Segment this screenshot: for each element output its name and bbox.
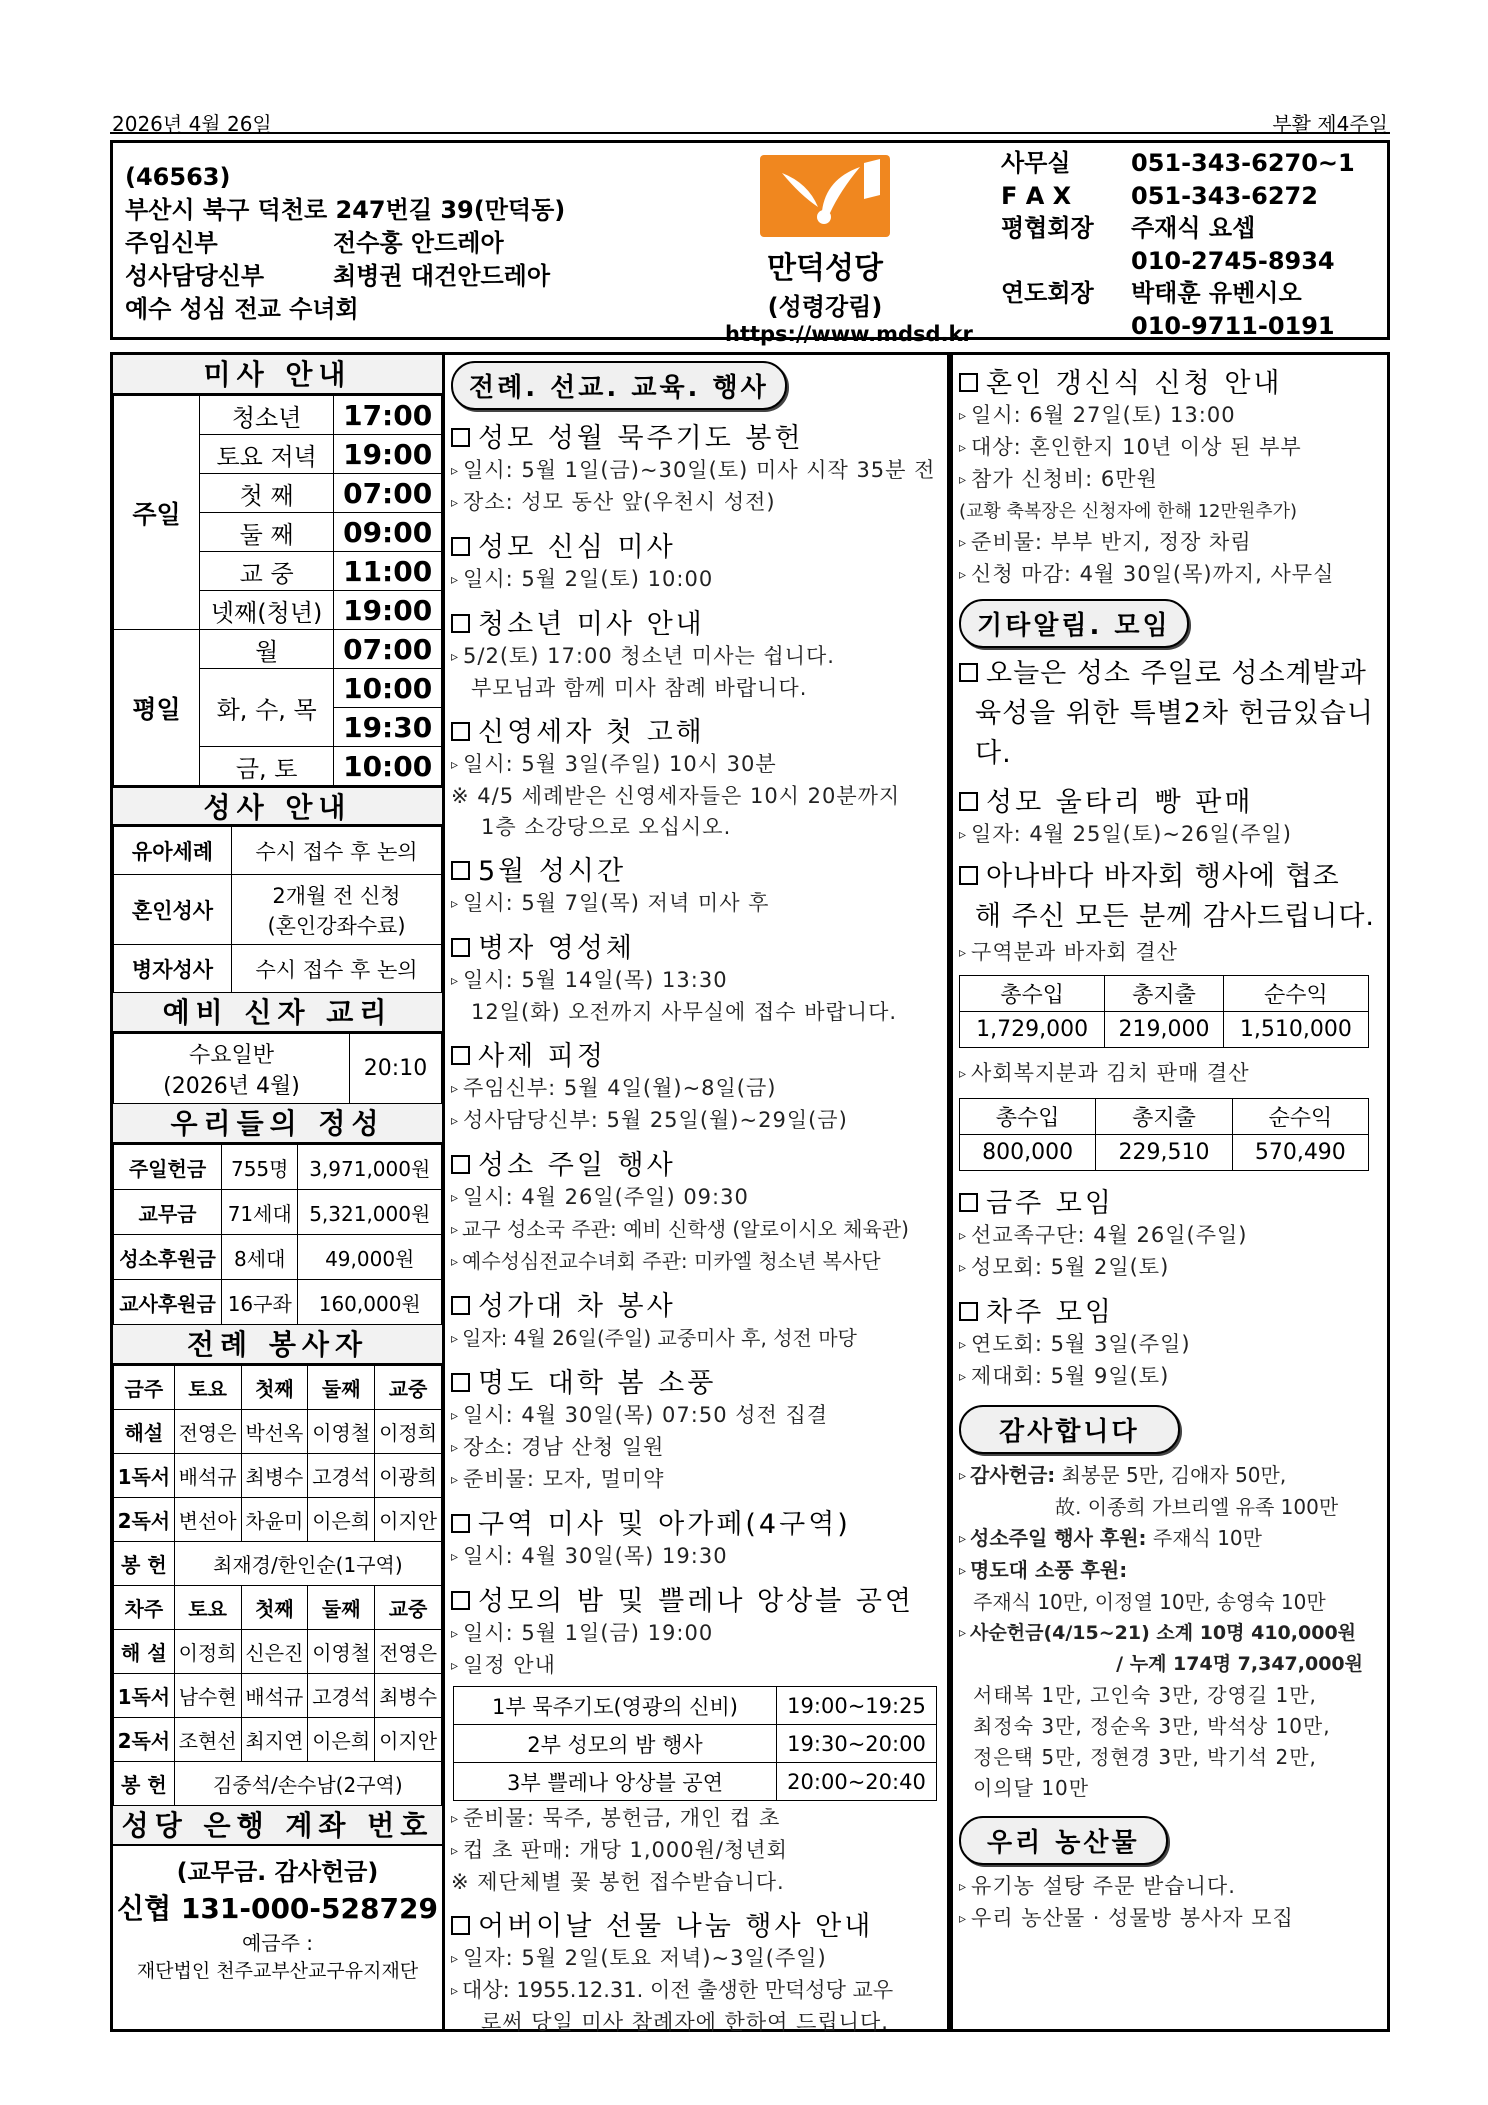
sacrament-desc: 2개월 전 신청 [272,883,401,908]
address-block [125,161,565,326]
checkbox-icon [959,1302,978,1321]
schedule-name: 2부 성모의 밤 행사 [454,1725,777,1763]
schedule-table [453,1686,937,1801]
vol-cell: 신은진 [241,1630,308,1674]
notice-note: ※ 제단체별 꽃 봉헌 접수받습니다. [451,1870,785,1894]
priest-name: 전수홍 안드레아 [333,229,504,257]
vicar-label: 성사담당신부 [125,262,265,290]
checkbox-icon [959,792,978,811]
money-cell: 1,729,000 [960,1012,1105,1048]
notice-line: ▹ 주임신부: 5월 4일(월)~8일(금) [451,1076,777,1100]
money-header: 총수입 [960,976,1105,1012]
vol-cell: 이은희 [308,1498,375,1542]
notice-heading: 사제 피정 [451,1034,939,1073]
triangle-icon: ▹ [451,1331,459,1347]
mass-name: 토요 저녁 [200,435,334,474]
bank-holder: 재단법인 천주교부산교구유지재단 [136,1960,419,1982]
triangle-icon: ▹ [959,827,968,843]
offering-amount: 160,000원 [298,1280,442,1325]
checkbox-icon [959,866,978,885]
triangle-icon: ▹ [959,408,968,424]
right-column [950,352,1390,2032]
triangle-icon: ▹ [451,1983,459,1999]
checkbox-icon [451,1916,470,1935]
notice-line: ▹ 일시: 4월 26일(주일) 09:30 [451,1185,749,1209]
mass-name: 금, 토 [200,747,334,786]
office-phone: 051-343-6270~1 [1131,149,1355,177]
vol-cell: 이지안 [375,1718,442,1762]
notice-heading: 오늘은 성소 주일로 성소계발과 [959,654,1379,694]
mass-time: 10:00 [334,747,442,786]
offering-name: 교무금 [114,1190,222,1235]
zip-code: (46563) [125,163,231,191]
triangle-icon: ▹ [959,1563,967,1579]
notice-line: ▹ 컵 초 판매: 개당 1,000원/청년회 [451,1838,788,1862]
offering-count: 755명 [222,1145,298,1190]
notice-line: ▹ 일자: 4월 26일(주일) 교중미사 후, 성전 마당 [451,1326,857,1350]
triangle-icon: ▹ [451,757,460,773]
thanks-line: 이의달 10만 [973,1776,1090,1800]
thanks-line: 서태복 1만, 고인숙 3만, 강영길 1만, [973,1683,1317,1707]
notice-line: ▹ 일자: 5월 2일(토요 저녁)~3일(주일) [451,1946,827,1970]
thanks-line: 故. 이종희 가브리엘 유족 100만 [1055,1495,1339,1519]
section-pill: 기타알림. 모임 [959,599,1189,648]
sacraments-title: 성사 안내 [113,786,442,826]
thanks-line: 정은택 5만, 정현경 3만, 박기석 2만, [973,1745,1317,1769]
funeral-president: 박태훈 유벤시오 [1131,279,1302,307]
notice-line: ▹ 일시: 5월 7일(목) 저녁 미사 후 [451,891,770,915]
sacrament-name: 유아세례 [114,827,232,875]
contact-label: 평협회장 [1001,214,1094,242]
notice-line: ▹ 우리 농산물 · 성물방 봉사자 모집 [959,1906,1294,1930]
triangle-icon: ▹ [451,1658,460,1674]
triangle-icon: ▹ [959,1066,968,1082]
triangle-icon: ▹ [959,1531,967,1547]
vol-cell: 전영은 [375,1630,442,1674]
checkbox-icon [451,614,470,633]
offering-name: 성소후원금 [114,1235,222,1280]
catechism-title: 예비 신자 교리 [113,993,442,1033]
notice-heading: 구역 미사 및 아가페(4구역) [451,1502,939,1541]
notice-heading: 혼인 갱신식 신청 안내 [959,361,1379,400]
triangle-icon: ▹ [959,945,968,961]
notice-heading-cont: 육성을 위한 특별2차 헌금있습니다. [975,698,1374,769]
notice-line: ▹ 장소: 경남 산청 일원 [451,1435,665,1459]
mass-name: 넷째(청년) [200,591,334,630]
sacraments-table [113,826,442,993]
notice-heading: 성가대 차 봉사 [451,1284,939,1323]
notice-line: ▹ 5/2(토) 17:00 청소년 미사는 쉽니다. [451,644,835,668]
mass-title: 미사 안내 [113,355,442,395]
catechism-time: 20:10 [350,1034,442,1104]
notice-line: ▹ 장소: 성모 동산 앞(우천시 성전) [451,490,776,514]
sacrament-desc: 수시 접수 후 논의 [232,945,442,993]
notice-line: ▹ 일정 안내 [451,1653,556,1677]
notice-heading: 성모의 밤 및 쁠레나 앙상블 공연 [451,1579,939,1618]
offering-amount: 5,321,000원 [298,1190,442,1235]
triangle-icon: ▹ [959,1911,968,1927]
parish-logo [725,155,973,346]
notice-line: ▹ 예수성심전교수녀회 주관: 미카엘 청소년 복사단 [451,1249,881,1273]
vol-cell: 최병수 [375,1674,442,1718]
checkbox-icon [959,663,978,682]
middle-column [445,352,950,2032]
mass-time: 19:00 [334,435,442,474]
catechism-table [113,1033,442,1104]
notice-heading: 성모 울타리 빵 판매 [959,780,1379,819]
council-president: 주재식 요셉 [1131,214,1256,242]
offering-amount: 49,000원 [298,1235,442,1280]
funeral-phone: 010-9711-0191 [1131,311,1335,340]
vol-header: 둘째 [308,1586,375,1630]
notice-heading: 성소 주일 행사 [451,1143,939,1182]
triangle-icon: ▹ [959,440,968,456]
schedule-name: 3부 쁠레나 앙상블 공연 [454,1763,777,1801]
triangle-icon: ▹ [959,1625,967,1641]
bank-purpose: (교무금. 감사헌금) [176,1858,379,1886]
schedule-time: 19:00~19:25 [777,1687,937,1725]
kimchi-table [959,1098,1369,1171]
notice-heading: 5월 성시간 [451,849,939,888]
vol-cell: 고경석 [308,1454,375,1498]
triangle-icon: ▹ [959,1879,968,1895]
mass-time: 17:00 [334,396,442,435]
vol-cell: 배석규 [174,1454,241,1498]
notice-heading: 명도 대학 봄 소풍 [451,1361,939,1400]
mass-name: 월 [200,630,334,669]
notice-heading: 청소년 미사 안내 [451,602,939,641]
bazaar-table [959,975,1369,1048]
notice-line: ▹ 일시: 5월 14일(목) 13:30 [451,968,728,992]
triangle-icon: ▹ [451,1951,460,1967]
mass-time: 19:30 [334,708,442,747]
parish-name: 만덕성당 [767,251,883,286]
vol-role: 2독서 [114,1718,175,1762]
notice-line: ▹ 준비물: 부부 반지, 정장 차림 [959,530,1252,554]
vol-cell: 남수현 [174,1674,241,1718]
checkbox-icon [451,537,470,556]
sacrament-name: 병자성사 [114,945,232,993]
vol-cell: 변선아 [174,1498,241,1542]
offerings-table [113,1144,442,1325]
notice-heading: 성모 신심 미사 [451,525,939,564]
triangle-icon: ▹ [451,1190,460,1206]
vol-cell: 이정희 [375,1410,442,1454]
notice-heading: 신영세자 첫 고해 [451,710,939,749]
triangle-icon: ▹ [959,1468,967,1484]
offering-amount: 3,971,000원 [298,1145,442,1190]
vol-role: 1독서 [114,1454,175,1498]
mass-time: 07:00 [334,474,442,513]
thanks-line: ▹ 성소주일 행사 후원: 주재식 10만 [959,1526,1262,1550]
checkbox-icon [451,1046,470,1065]
triangle-icon: ▹ [451,572,460,588]
money-header: 총지출 [1096,1099,1232,1135]
sisters: 예수 성심 전교 수녀회 [125,295,359,323]
vol-header: 둘째 [308,1366,375,1410]
vicar-name: 최병권 대건안드레아 [333,262,551,290]
vol-cell: 차윤미 [241,1498,308,1542]
notice-line: ▹ 일시: 4월 30일(목) 19:30 [451,1544,728,1568]
notice-line: ▹ 준비물: 모자, 멀미약 [451,1467,665,1491]
mass-name: 둘 째 [200,513,334,552]
notice-line: 로써 당일 미사 참례자에 한하여 드립니다. [481,2010,889,2034]
fax-number: 051-343-6272 [1131,181,1318,210]
notice-line: 부모님과 함께 미사 참례 바랍니다. [471,676,808,700]
mass-name: 교 중 [200,552,334,591]
sacrament-name: 혼인성사 [114,875,232,945]
notice-heading-cont: 해 주신 모든 분께 감사드립니다. [975,901,1375,932]
notice-line: ▹ 신청 마감: 4월 30일(목)까지, 사무실 [959,562,1335,586]
schedule-time: 19:30~20:00 [777,1725,937,1763]
vol-cell: 이은희 [308,1718,375,1762]
section-pill: 전례. 선교. 교육. 행사 [451,361,787,410]
notice-heading: 차주 모임 [959,1290,1379,1329]
notice-line: ▹ 성사담당신부: 5월 25일(월)~29일(금) [451,1108,848,1132]
vol-cell: 이영철 [308,1410,375,1454]
parish-url[interactable]: https://www.mdsd.kr [725,322,973,346]
bank-account: 신협 131-000-528729 [117,1892,438,1925]
checkbox-icon [451,938,470,957]
triangle-icon: ▹ [451,463,460,479]
thanks-line: ▹ 사순헌금(4/15~21) 소계 10명 410,000원 [959,1622,1357,1644]
sacrament-desc: 수시 접수 후 논의 [232,827,442,875]
contact-label: 연도회장 [1001,279,1094,307]
notice-line: ▹ 일시: 5월 3일(주일) 10시 30분 [451,752,777,776]
offering-name: 교사후원금 [114,1280,222,1325]
header-box [110,140,1390,346]
bank-title: 성당 은행 계좌 번호 [113,1806,442,1846]
checkbox-icon [451,1155,470,1174]
triangle-icon: ▹ [451,1222,459,1238]
notice-line: ▹ 일시: 5월 1일(금) 19:00 [451,1621,714,1645]
vol-header: 토요 [174,1586,241,1630]
money-header: 총지출 [1105,976,1223,1012]
vol-cell: 박선옥 [241,1410,308,1454]
notice-line: ▹ 사회복지분과 김치 판매 결산 [959,1061,1250,1085]
checkbox-icon [451,722,470,741]
section-pill: 우리 농산물 [959,1816,1168,1865]
sunday-label: 주일 [114,396,200,630]
middle-column-inner [445,355,950,2034]
thanks-line: 최정숙 3만, 정순옥 3만, 박석상 10만, [973,1714,1331,1738]
offering-count: 71세대 [222,1190,298,1235]
triangle-icon: ▹ [451,1843,460,1859]
offering-count: 8세대 [222,1235,298,1280]
mass-time: 09:00 [334,513,442,552]
vol-role: 해 설 [114,1630,175,1674]
notice-note: (교황 축복장은 신청자에 한해 12만원추가) [959,501,1298,522]
money-cell: 570,490 [1232,1135,1368,1171]
notice-line: 1층 소강당으로 오십시오. [481,815,732,839]
checkbox-icon [451,861,470,880]
notice-heading: 아나바다 바자회 행사에 협조 [959,857,1379,897]
triangle-icon: ▹ [959,472,968,488]
notice-note: ※ 4/5 세례받은 신영세자들은 10시 20분까지 [451,784,901,808]
mass-time: 10:00 [334,669,442,708]
triangle-icon: ▹ [451,1254,459,1270]
vol-header: 교중 [375,1366,442,1410]
triangle-icon: ▹ [451,973,460,989]
notice-line: ▹ 성모회: 5월 2일(토) [959,1255,1170,1279]
bank-info [113,1846,442,1983]
priest-label: 주임신부 [125,229,218,257]
volunteers-table [113,1365,442,1806]
notice-heading: 성모 성월 묵주기도 봉헌 [451,416,939,455]
contact-block [1001,147,1355,342]
catechism-period: (2026년 4월) [163,1073,300,1099]
vol-cell: 배석규 [241,1674,308,1718]
bulletin-date: 2026년 4월 26일 [112,112,272,136]
thanks-line: / 누계 174명 7,347,000원 [1116,1653,1363,1675]
triangle-icon: ▹ [451,1113,460,1129]
vol-header: 첫째 [241,1586,308,1630]
vol-cell: 고경석 [308,1674,375,1718]
catechism-day: 수요일반 [188,1042,274,1068]
money-cell: 219,000 [1105,1012,1223,1048]
parish-subtitle: (성령강림) [767,293,883,321]
vol-cell: 전영은 [174,1410,241,1454]
notice-line: ▹ 일시: 5월 2일(토) 10:00 [451,567,714,591]
vol-role: 해설 [114,1410,175,1454]
money-cell: 1,510,000 [1223,1012,1368,1048]
triangle-icon: ▹ [451,1811,460,1827]
triangle-icon: ▹ [959,567,968,583]
weekday-label: 평일 [114,630,200,786]
vol-cell: 최지연 [241,1718,308,1762]
notice-line: ▹ 참가 신청비: 6만원 [959,467,1158,491]
vol-header: 차주 [114,1586,175,1630]
vol-role: 봉 헌 [114,1542,175,1586]
mass-time: 11:00 [334,552,442,591]
notice-line: ▹ 대상: 혼인한지 10년 이상 된 부부 [959,435,1302,459]
bank-holder-label: 예금주 : [241,1931,314,1955]
checkbox-icon [451,1591,470,1610]
vol-cell: 이광희 [375,1454,442,1498]
notice-heading: 병자 영성체 [451,926,939,965]
checkbox-icon [451,1296,470,1315]
triangle-icon: ▹ [959,1228,968,1244]
vol-header: 토요 [174,1366,241,1410]
schedule-name: 1부 묵주기도(영광의 신비) [454,1687,777,1725]
vol-header: 금주 [114,1366,175,1410]
triangle-icon: ▹ [451,495,460,511]
thanks-block [959,1460,1379,1804]
notice-heading: 금주 모임 [959,1181,1379,1220]
mass-name: 청소년 [200,396,334,435]
triangle-icon: ▹ [959,1337,968,1353]
triangle-icon: ▹ [451,1440,460,1456]
checkbox-icon [451,1514,470,1533]
mass-name: 첫 째 [200,474,334,513]
vol-cell: 이영철 [308,1630,375,1674]
notice-line: ▹ 일자: 4월 25일(토)~26일(주일) [959,822,1292,846]
notice-line: 12일(화) 오전까지 사무실에 접수 바랍니다. [471,1000,898,1024]
address: 부산시 북구 덕천로 247번길 39(만덕동) [125,196,566,224]
thanks-line: ▹ 명도대 소풍 후원: [959,1558,1128,1582]
triangle-icon: ▹ [959,535,968,551]
vol-header: 교중 [375,1586,442,1630]
notice-line: ▹ 일시: 5월 1일(금)~30일(토) 미사 시작 35분 전 [451,458,936,482]
vol-role: 2독서 [114,1498,175,1542]
notice-heading: 어버이날 선물 나눔 행사 안내 [451,1904,939,1943]
section-pill: 감사합니다 [959,1405,1180,1454]
thanks-line: 주재식 10만, 이정열 10만, 송영숙 10만 [973,1590,1326,1614]
triangle-icon: ▹ [959,1369,968,1385]
top-line [110,108,1390,134]
triangle-icon: ▹ [451,649,460,665]
triangle-icon: ▹ [451,1626,460,1642]
triangle-icon: ▹ [451,1549,460,1565]
vol-cell: 조현선 [174,1718,241,1762]
vol-role: 1독서 [114,1674,175,1718]
triangle-icon: ▹ [451,1081,460,1097]
sacrament-desc-note: (혼인강좌수료) [267,913,406,938]
triangle-icon: ▹ [451,896,460,912]
notice-line: ▹ 준비물: 묵주, 봉헌금, 개인 컵 초 [451,1806,781,1830]
vol-cell: 이정희 [174,1630,241,1674]
liturgical-week: 부활 제4주일 [1272,112,1388,136]
triangle-icon: ▹ [451,1472,460,1488]
vol-offer: 최재경/한인순(1구역) [174,1542,441,1586]
checkbox-icon [959,1193,978,1212]
offerings-title: 우리들의 정성 [113,1104,442,1144]
notice-line: ▹ 제대회: 5월 9일(토) [959,1364,1170,1388]
thanks-line: ▹ 감사헌금: 최봉문 5만, 김애자 50만, [959,1463,1287,1487]
notice-line: ▹ 구역분과 바자회 결산 [959,940,1178,964]
contact-label: 사무실 [1001,149,1071,177]
notice-line: ▹ 유기농 설탕 주문 받습니다. [959,1874,1236,1898]
dove-logo-icon [760,155,890,237]
vol-cell: 최병수 [241,1454,308,1498]
notice-line: ▹ 연도회: 5월 3일(주일) [959,1332,1191,1356]
volunteers-title: 전례 봉사자 [113,1325,442,1365]
checkbox-icon [451,428,470,447]
notice-line: ▹ 일시: 6월 27일(토) 13:00 [959,403,1236,427]
notice-line: ▹ 선교족구단: 4월 26일(주일) [959,1223,1248,1247]
mass-name: 화, 수, 목 [200,669,334,747]
money-cell: 229,510 [1096,1135,1232,1171]
mass-time: 19:00 [334,591,442,630]
money-cell: 800,000 [960,1135,1096,1171]
notice-line: ▹ 일시: 4월 30일(목) 07:50 성전 집결 [451,1403,829,1427]
notice-line: ▹ 교구 성소국 주관: 예비 신학생 (알로이시오 체육관) [451,1217,909,1241]
schedule-time: 20:00~20:40 [777,1763,937,1801]
vol-role: 봉 헌 [114,1762,175,1806]
triangle-icon: ▹ [451,1408,460,1424]
money-header: 순수익 [1223,976,1368,1012]
money-header: 총수입 [960,1099,1096,1135]
money-header: 순수익 [1232,1099,1368,1135]
vol-header: 첫째 [241,1366,308,1410]
left-column [110,352,445,2032]
checkbox-icon [959,373,978,392]
vol-cell: 이지안 [375,1498,442,1542]
mass-table [113,395,442,786]
triangle-icon: ▹ [959,1260,968,1276]
vol-offer: 김중석/손수남(2구역) [174,1762,441,1806]
notice-line: ▹ 대상: 1955.12.31. 이전 출생한 만덕성당 교우 [451,1978,894,2002]
offering-name: 주일헌금 [114,1145,222,1190]
council-phone: 010-2745-8934 [1131,246,1335,275]
checkbox-icon [451,1373,470,1392]
contact-label: F A X [1001,181,1072,210]
offering-count: 16구좌 [222,1280,298,1325]
mass-time: 07:00 [334,630,442,669]
